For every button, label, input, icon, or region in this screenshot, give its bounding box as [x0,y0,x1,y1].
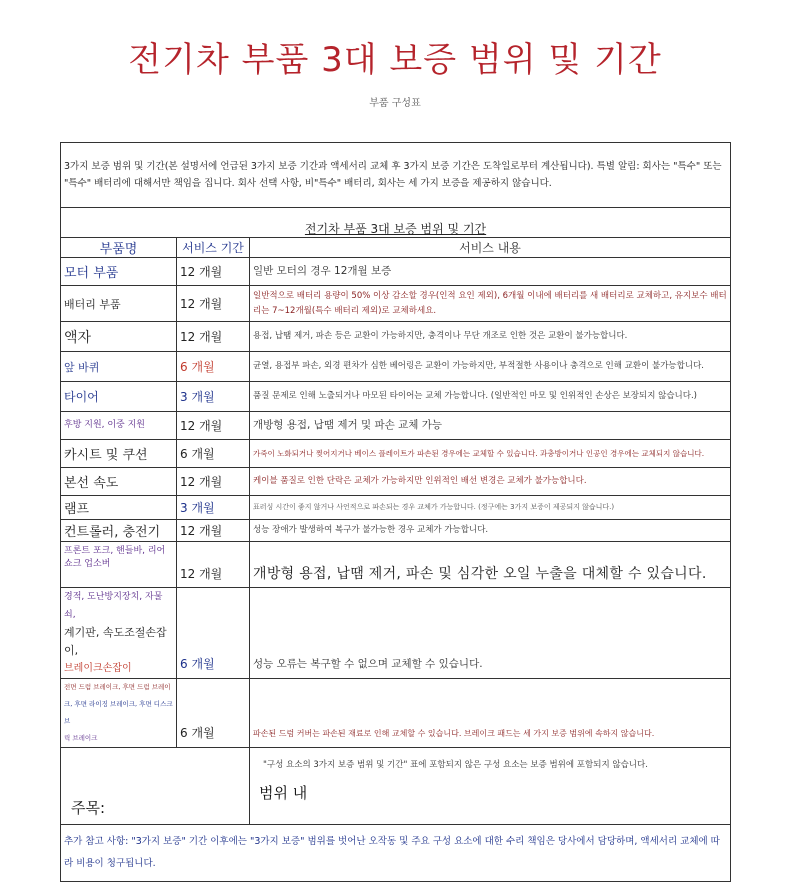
table-row [61,286,731,322]
service-content: 균열, 용접부 파손, 외경 편차가 심한 베어링은 교환이 가능하지만, 부적절한 사용이나 충격으로 인해 교환이 불가능합니다. [250,352,731,382]
part-name [61,588,177,679]
table-row [61,412,731,440]
header-row [61,238,731,258]
section-title-row [61,208,731,238]
part-name-line: 경적, 도난방지장치, 자물쇠, [64,592,163,620]
service-content: 용접, 납땜 제거, 파손 등은 교환이 가능하지만, 충격이나 무단 개조로 인한 것은 교환이 불가능합니다. [250,322,731,352]
table-row [61,542,731,588]
part-name: 후방 지원, 이중 지원 [61,412,177,440]
intro-row [61,143,731,208]
header-content: 서비스 내용 [250,238,731,258]
table-row [61,258,731,286]
table-row [61,352,731,382]
service-period: 6 개월 [177,352,250,382]
table-row [61,468,731,496]
document-subtitle: 부품 구성표 [369,98,421,109]
service-period: 6 개월 [177,679,250,748]
table-row [61,322,731,352]
note-content [250,748,731,825]
service-period: 12 개월 [177,520,250,542]
table-row [61,382,731,412]
footer-row [61,825,731,882]
part-name: 앞 바퀴 [61,352,177,382]
note-scope: 범위 내 [259,784,308,802]
table-row [61,679,731,748]
service-content: 품질 문제로 인해 노출되거나 마모된 타이어는 교체 가능합니다. (일반적인 마모 및 인위적인 손상은 보장되지 않습니다.) [250,382,731,412]
service-content: 케이블 품질로 인한 단락은 교체가 가능하지만 인위적인 배선 변경은 교체가 불가능합니다. [250,468,731,496]
footer-text: 추가 참고 사항: "3가지 보증" 기간 이후에는 "3가지 보증" 범위를 벗어난 오작동 및 주요 구성 요소에 대한 수리 책임은 당사에서 담당하며, 액세서리 교체에 따라 비용이 청구됩니다. [61,825,731,882]
service-content: 파손된 드럼 커버는 파손된 재료로 인해 교체할 수 있습니다. 브레이크 패드는 세 가지 보증 범위에 속하지 않습니다. [250,679,731,748]
part-name: 배터리 부품 [61,286,177,322]
part-name: 컨트롤러, 충전기 [61,520,177,542]
service-period: 12 개월 [177,258,250,286]
header-period: 서비스 기간 [177,238,250,258]
table-row [61,440,731,468]
service-content: 개방형 용접, 납땜 제거, 파손 및 심각한 오일 누출을 대체할 수 있습니다. [250,542,731,588]
part-name: 램프 [61,496,177,520]
service-content: 개방형 용접, 납땜 제거 및 파손 교체 가능 [250,412,731,440]
part-name-line: 릭 브레이크 [64,734,98,742]
service-period: 12 개월 [177,468,250,496]
service-period: 3 개월 [177,496,250,520]
part-name: 카시트 및 쿠션 [61,440,177,468]
part-name-line: 브레이크손잡이 [64,663,132,674]
part-name: 본선 속도 [61,468,177,496]
table-row [61,496,731,520]
service-period: 12 개월 [177,322,250,352]
warranty-table [60,142,731,882]
part-name-line: 전면 드럼 브레이크, 후면 드럼 브레이 [64,683,171,691]
part-name-line: 크, 후면 라이징 브레이크, 후면 디스크 브 [64,700,173,725]
service-content: 가죽이 노화되거나 찢어지거나 베이스 플레이트가 파손된 경우에는 교체할 수 있습니다. 과충방이거나 인공인 경우에는 교체되지 않습니다. [250,440,731,468]
service-content: 표러싱 시간이 좋지 않거나 사언적으로 파손되는 경우 교체가 가능합니다. (정구에는 3가지 보증이 제공되지 않습니다.) [250,496,731,520]
document-title: 전기차 부품 3대 보증 범위 및 기간 [128,40,662,80]
service-period: 3 개월 [177,382,250,412]
service-content: 성능 오류는 복구할 수 없으며 교체할 수 있습니다. [250,588,731,679]
service-content: 성능 장애가 발생하여 복구가 불가능한 경우 교체가 가능합니다. [250,520,731,542]
note-label: 주목: [61,748,250,825]
intro-text: 3가지 보증 범위 및 기간(본 설명서에 언급된 3가지 보증 기간과 액세서리 교체 후 3가지 보증 기간은 도착일로부터 계산됩니다). 특별 알림: 회사는 "특수" 또는 "특수" 배터리에 대해서만 책임을 집니다. 회사 선택 사항, 비"특수" 배터리, 회사는 세 가지 보증을 제공하지 않습니다. [61,143,731,208]
table-row [61,588,731,679]
service-period: 6 개월 [177,588,250,679]
part-name: 액자 [61,322,177,352]
section-title-text: 전기차 부품 3대 보증 범위 및 기간 [304,222,487,236]
service-period: 12 개월 [177,542,250,588]
service-content: 일반적으로 배터리 용량이 50% 이상 감소할 경우(인적 요인 제외), 6개월 이내에 배터리를 새 배터리로 교체하고, 유지보수 배터리는 7~12개월(특수 배터리 제외)로 교체하세요. [250,286,731,322]
part-name: 모터 부품 [61,258,177,286]
part-name: 프론트 포크, 핸들바, 리어 쇼크 업소버 [61,542,177,588]
header-part: 부품명 [61,238,177,258]
service-content: 일반 모터의 경우 12개월 보증 [250,258,731,286]
part-name [61,679,177,748]
service-period: 12 개월 [177,412,250,440]
service-period: 6 개월 [177,440,250,468]
part-name-line: 계기판, 속도조절손잡이, [64,626,167,657]
note-text: "구성 요소의 3가지 보증 범위 및 기간" 표에 포함되지 않은 구성 요소는 보증 범위에 포함되지 않습니다. [263,760,648,770]
table-row [61,520,731,542]
section-title [61,208,731,238]
part-name: 타이어 [61,382,177,412]
note-row [61,748,731,825]
service-period: 12 개월 [177,286,250,322]
